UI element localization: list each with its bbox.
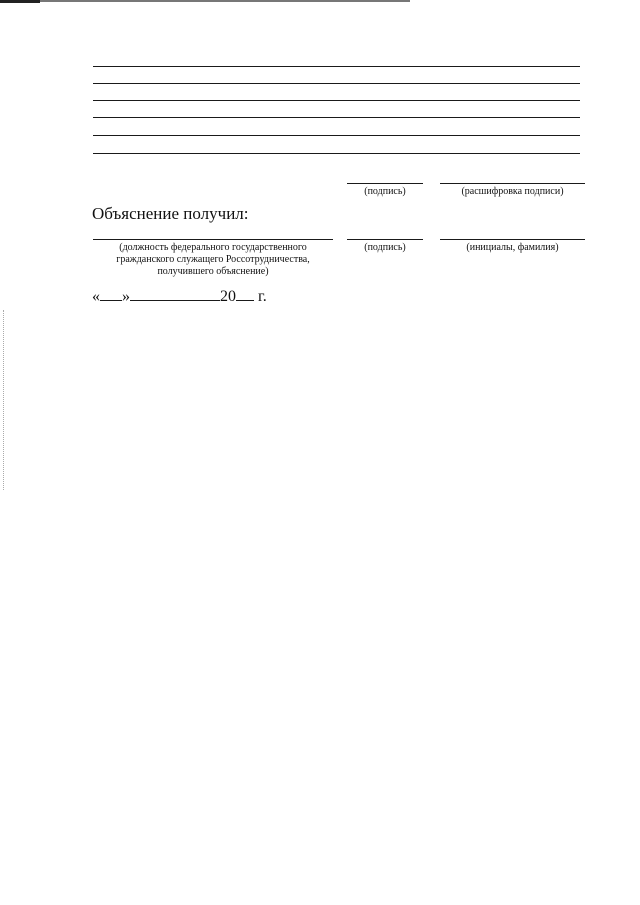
receiver-position-caption xyxy=(93,242,333,278)
scan-margin-artifact xyxy=(3,310,5,490)
author-signature-decoding-caption: (расшифровка подписи) xyxy=(461,186,564,197)
scan-edge xyxy=(0,0,410,2)
receiver-position-caption-line: гражданского служащего Россотрудничества, xyxy=(116,254,310,265)
receiver-position-line xyxy=(93,239,333,240)
year-blank xyxy=(236,286,254,301)
receiver-signature-caption: (подпись) xyxy=(364,242,406,253)
month-blank xyxy=(130,286,220,301)
day-blank xyxy=(100,286,122,301)
year-prefix: 20 xyxy=(220,288,236,305)
received-heading: Объяснение получил: xyxy=(92,204,249,223)
writing-line xyxy=(93,83,580,84)
receiver-name-line xyxy=(440,239,585,240)
writing-line xyxy=(93,100,580,101)
writing-line xyxy=(93,153,580,154)
date-close-quote: » xyxy=(122,288,130,305)
year-suffix: г. xyxy=(258,288,267,305)
receiver-position-caption-line: получившего объяснение) xyxy=(157,266,269,277)
receiver-signature-line xyxy=(347,239,423,240)
author-signature-decoding-line xyxy=(440,183,585,184)
writing-line xyxy=(93,135,580,136)
author-signature-caption: (подпись) xyxy=(364,186,406,197)
scan-edge-mark xyxy=(0,0,40,3)
date-row xyxy=(92,286,267,306)
writing-line xyxy=(93,117,580,118)
receiver-position-caption-line: (должность федерального государственного xyxy=(119,242,307,253)
author-signature-line xyxy=(347,183,423,184)
date-open-quote: « xyxy=(92,288,100,305)
writing-line xyxy=(93,66,580,67)
receiver-name-caption: (инициалы, фамилия) xyxy=(466,242,559,253)
